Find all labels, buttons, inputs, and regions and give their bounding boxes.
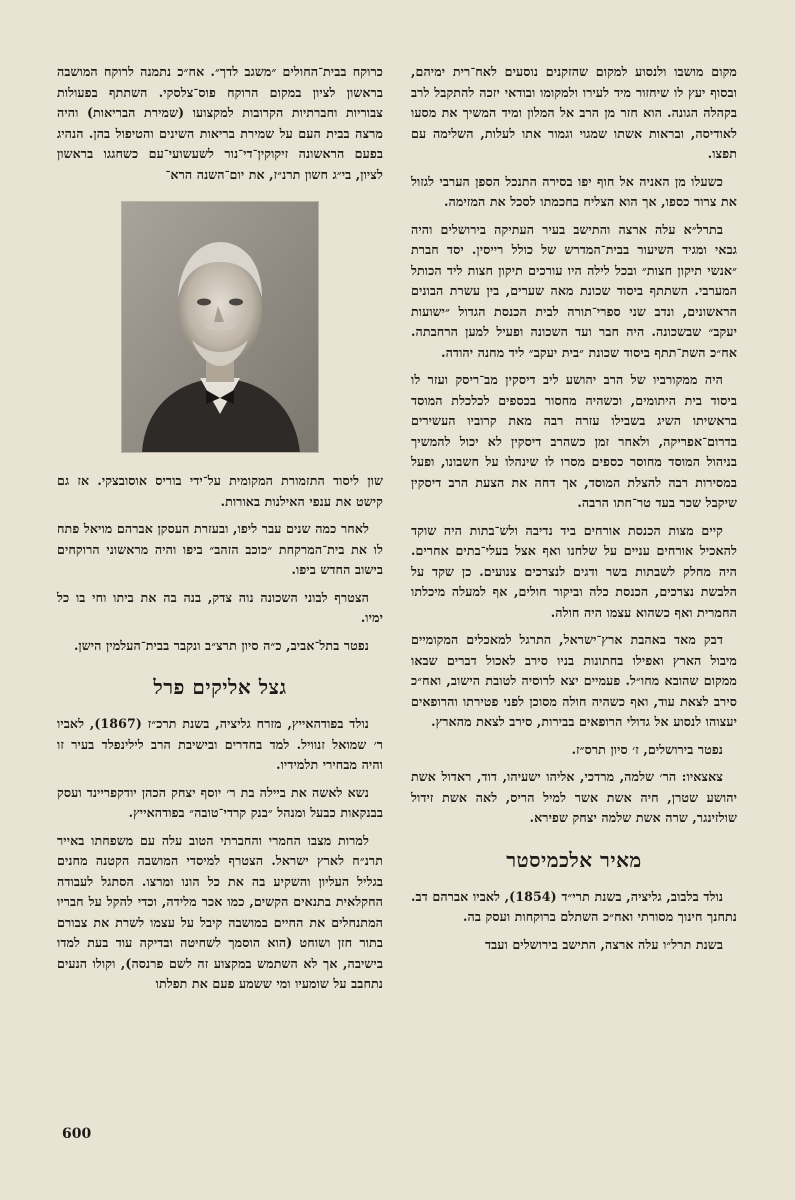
paragraph: בתרל״א עלה ארצה והתישב בעיר העתיקה בירושלים והיה גבאי ומגיד השיעור בבית־המדרש של כולל רייסין. יסד חברת ״אנשי תיקון חצות״ ובכל לילה היו עורכים תיקון חצות ליד הכותל המערבי. השתתף ביסוד שכונת מאה שערים, בין עשרת הבונים הראשונים, ונדב שני ספרי־תורה לבית הכנסת הגדול ״ישועות יעקב״ שבשכונה. היה חבר ועד השכונה ופעיל למען הרחבתה. אח״כ השת־תתף ביסוד שכונת ״בית יעקב״ ליד מחנה יהודה. bbox=[411, 221, 737, 360]
paragraph: היה ממקורביו של הרב יהושע ליב דיסקין מב־ריסק ועזר לו ביסוד בית היתומים, וכשהיה מחסור בכספים לכלכלת המוסד בראשיתו השיג בשבילו עזרה רבה מאת קרוביו העשירים בדרום־אפריקה, ולאחר זמן כשהרב דיסקין לא יכול להמשיך בניהול המוסד מחוסר כספים מסרו לו שינהלו על חשבונו, ופעל במסירות רבה להצלת המוסד, אך דחה את הצעת הרב דיסקין שיקבל שכר בעד טר־חתו הרבה. bbox=[411, 372, 737, 510]
paragraph: כרוקח בבית־החולים ״משגב לדך״. אח״כ נתמנה לרוקח המושבה בראשון לציון במקום הרוקח פוס־צלסקי. השתתף בפעולות צבוריות וחברתיות הקרובות למקצועו (שמירת הבריאות) והיה מרצה בבית העם על שמירת בריאות השינים והטיפול בהן. הנהיג בפעם הראשונה זיקוקין־די־נור לשעשועי־עם כשחגגו בראשון לציון, בי״ג חשון תרנ״ז, את יום־השנה הרא־ bbox=[57, 64, 383, 182]
death-note: נפטר בתל־אביב, כ״ה סיון תרצ״ב ונקבר בבית־העלמין הישן. bbox=[73, 637, 369, 653]
paragraph: בשנת תרל״ו עלה ארצה, התישב בירושלים ועבד bbox=[484, 936, 723, 952]
paragraph: כשעלו מן האניה אל חוף יפו בסירה התנכל הספן הערבי לגזול את צרור כספו, אך הוא הצליח בחכמתו לסכל את המזימה. bbox=[411, 173, 737, 209]
descendants-paragraph: צאצאיו: הר׳ שלמה, מרדכי, אליהו ישעיהו, דוד, ראדול אשת יהושע שטרן, חיה אשת אשר למיל הריס, לאה אשת זידול שולזינגר, שרה אשת שלמה יצחק שפירא. bbox=[411, 769, 737, 825]
paragraph: נולד בפודהאייץ, מזרח גליציה, בשנת תרכ״ז (1867), לאביו ר׳ שמואל זנוויל. למד בחדרים ובישיבת הרב לילינפלד בעיר זו והיה מבחירי תלמידיו. bbox=[57, 716, 383, 772]
paragraph: שון ליסוד התזמורת המקומית על־ידי בוריס אוסובצקי. אז גם קישט את ענפי האילנות באורות. bbox=[57, 473, 383, 509]
paragraph: לאחר כמה שנים עבר ליפו, ובעזרת העסקן אברהם מויאל פתח לו את בית־המרקחת ״כוכב הזהב״ ביפו והיה מראשוני הרוקחים בישוב החדש ביפו. bbox=[57, 521, 383, 577]
paragraph: דבק מאד באהבת ארץ־ישראל, התרגל למאכלים המקומיים מיבול הארץ ואפילו בחתונות בניו סירב לאכול דברים שבאו ממקום שהובא מחו״ל. פעמיים יצא לרוסיה לטובת הישוב, ואח״כ סירב לצאת עוד, ואף כשהיה חולה מסוכן לפני פטירתו והרופאים יעצוהו לנסוע אל גדולי הרופאים בבירות, סירב לצאת מהארץ. bbox=[411, 632, 737, 729]
two-column-layout bbox=[56, 62, 737, 1002]
paragraph: קיים מצות הכנסת אורחים ביד נדיבה ולש־בתות היה שוקד להאכיל אורחים עניים על שלחנו ואף אצל בעלי־בתים אחרים. היה מחלק לשבתות בשר ודגים לנצרכים צנועים. כן שקד על הלבשת נצרכים, הכנסת כלה וביקור חולים, אף למעלה מיכלתו החמרית ואף כשהוא עצמו היה חולה. bbox=[411, 522, 737, 620]
page-number: 600 bbox=[62, 1126, 92, 1142]
portrait-photo-frame bbox=[57, 201, 383, 453]
right-column bbox=[411, 62, 737, 1002]
portrait-illustration bbox=[122, 202, 318, 452]
paragraph: הצטרף לבוני השכונה נוה צדק, בנה בה את ביתו וחי בו כל ימיו. bbox=[57, 589, 383, 625]
paragraph: נולד בלבוב, גליציה, בשנת תרי״ד (1854), לאביו אברהם דב. נתחנך חינוך מסורתי ואח״כ השתלם ברוקחות ועסק בה. bbox=[411, 888, 737, 924]
paragraph: למרות מצבו החמרי והחברתי הטוב עלה עם משפחתו באייר תרנ״ח לארץ ישראל. הצטרף למיסדי המושבה הקטנה מחנים בגליל העליון והשקיע בה את כל הונו ומרצו. הסתגל לעבודה החקלאית בתנאים הקשים, כמו אכר מלידה, וכדי להקל על חבריו המתנחלים את החיים במושבה קיבל על עצמו לשרת את צבורם בתור חזן ושוחט (הוא הוסמך לשחיטה ובדיקה עוד בעת למדו בישיבה, אך לא השתמש במקצוע זה לשם פרנסה), וקולו הנעים נתחבב על שומעיו ומי ששמע פעם את תפלתו bbox=[57, 832, 383, 991]
section-heading: גצל אליקים פרל bbox=[153, 675, 287, 699]
paragraph: מקום מושבו ולנסוע למקום שהזקנים נוסעים לאח־רית ימיהם, ובסוף יעץ לו שיחזור מיד לעירו ולמקומו ובודאי יזכה להתקבל לרב בקהלה הגונה. הוא חזר מן הרב אל המלון ומיד המשיך את מסעו לאודיסה, ובראות אשתו שמגוי וגמור אתו לעלות, השלימה עם תפצו. bbox=[411, 64, 737, 161]
portrait-photo bbox=[121, 201, 319, 453]
section-heading: מאיר אלכמיסטר bbox=[506, 847, 642, 872]
paragraph: נשא לאשה את ביילה בת ר׳ יוסף יצחק הכהן יודקפריינד ועסק בבנקאות כבעל ומנהל ״בנק קרדי־טובה״ בפודהאייץ. bbox=[57, 784, 383, 820]
left-column bbox=[57, 62, 383, 1002]
death-note: נפטר בירושלים, ז׳ סיון תרס״ז. bbox=[571, 741, 723, 757]
